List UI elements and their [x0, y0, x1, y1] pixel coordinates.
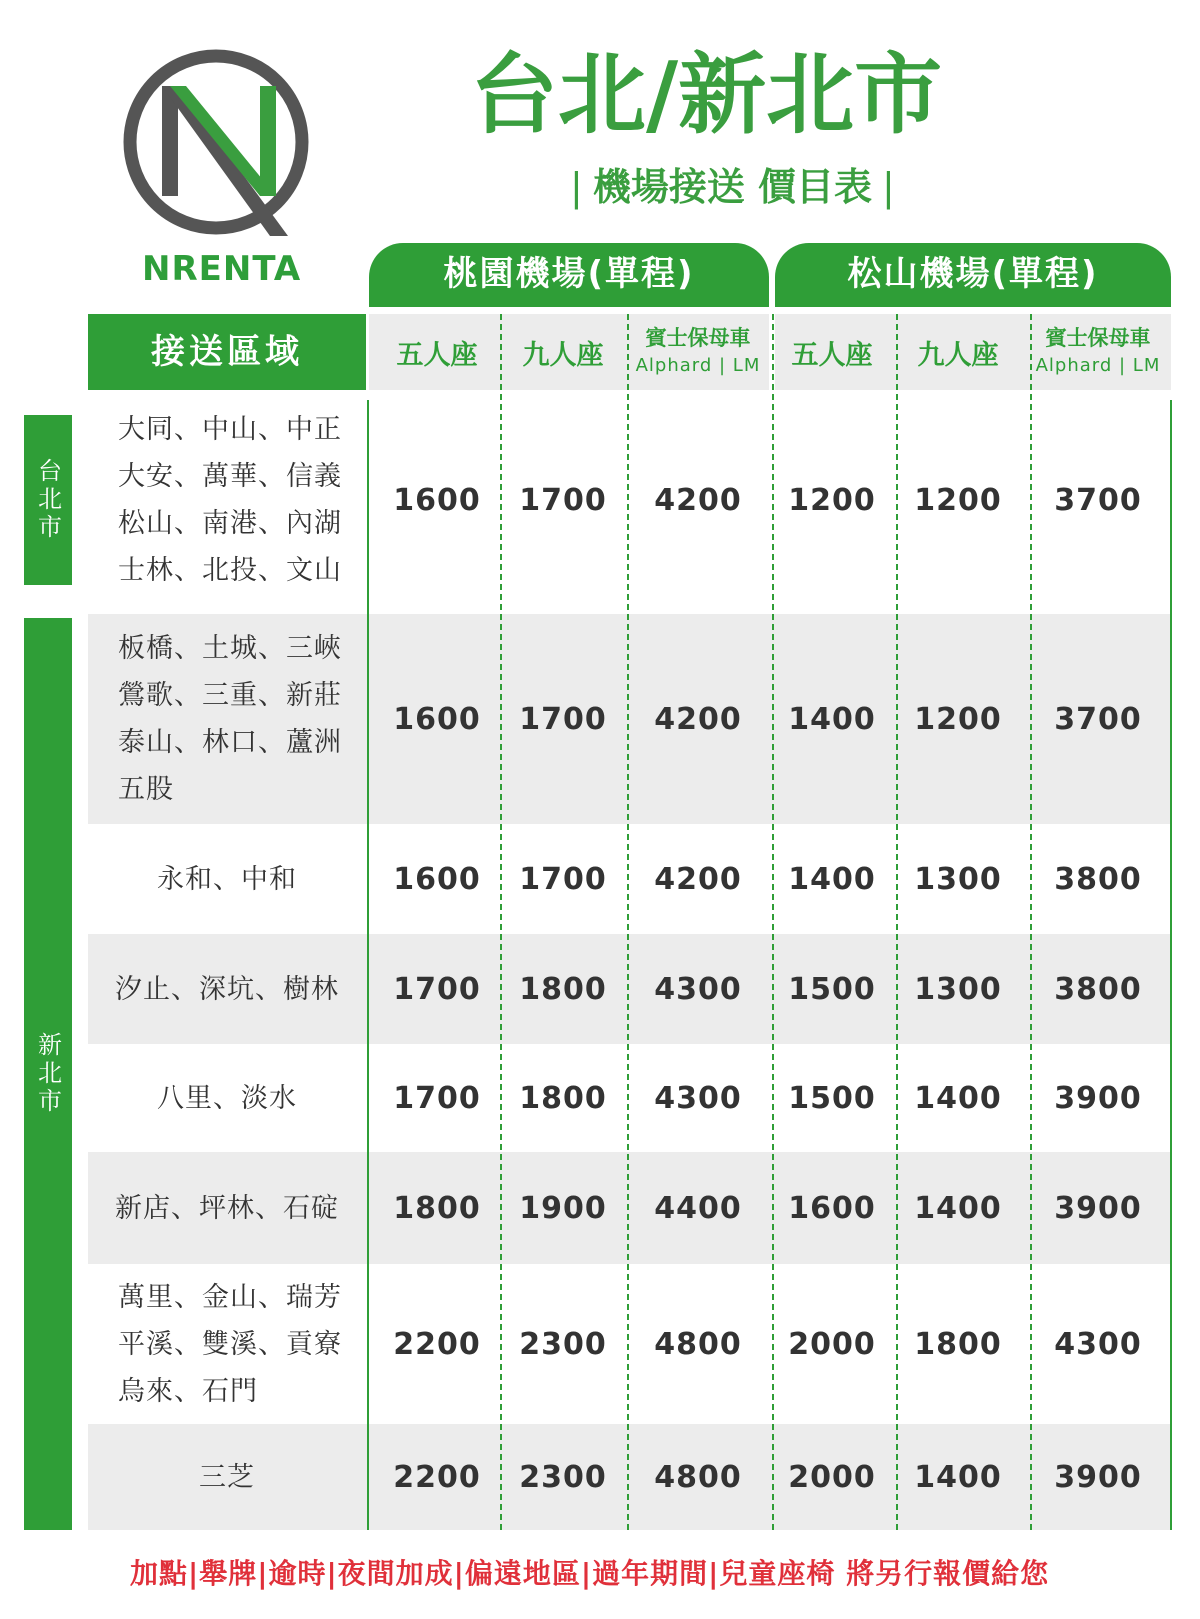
price-cell: 4800: [654, 1459, 742, 1495]
price-cell: 2000: [788, 1459, 876, 1495]
area-cell: [88, 934, 366, 1044]
price-cell: 4400: [654, 1190, 742, 1226]
price-cell: 1200: [788, 482, 876, 518]
price-cell: 1400: [914, 1080, 1002, 1116]
page-title: 台北/新北市: [470, 43, 943, 146]
column-divider: [1030, 314, 1032, 1530]
price-cell: 1200: [914, 701, 1002, 737]
price-cell: 1900: [519, 1190, 607, 1226]
price-cell: 1400: [914, 1459, 1002, 1495]
price-cell: 1700: [393, 971, 481, 1007]
seat-header-five-seat: 五人座: [396, 339, 478, 371]
price-cell: 1200: [914, 482, 1002, 518]
price-cell: 1400: [788, 861, 876, 897]
price-cell: 1800: [914, 1326, 1002, 1362]
price-cell: 3900: [1054, 1190, 1142, 1226]
subtitle-text: 機場接送 價目表: [592, 165, 873, 209]
price-cell: 3900: [1054, 1459, 1142, 1495]
area-cell: [88, 1152, 366, 1264]
area-cell: [88, 1424, 366, 1530]
area-cell: [88, 1044, 366, 1152]
price-cell: 1300: [914, 861, 1002, 897]
price-cell: 1600: [788, 1190, 876, 1226]
price-cell: 4800: [654, 1326, 742, 1362]
price-cell: 1500: [788, 971, 876, 1007]
area-names: 三芝: [199, 1461, 255, 1493]
seat-header-lux-models: Alphard | LM: [635, 355, 761, 376]
price-cell: 4200: [654, 861, 742, 897]
price-cell: 1300: [914, 971, 1002, 1007]
brand-logo-icon: [118, 46, 318, 246]
price-cell: 1600: [393, 482, 481, 518]
area-names: 板橋、土城、三峽 鶯歌、三重、新莊 泰山、林口、蘆洲 五股: [118, 633, 342, 805]
column-divider: [500, 314, 502, 1530]
airport-header-taoyuan: 桃園機場(單程): [369, 243, 769, 307]
seat-header-lux-label: 賓士保母車: [1045, 326, 1151, 350]
area-names: 八里、淡水: [157, 1082, 297, 1114]
price-cell: 1700: [519, 701, 607, 737]
seat-header-nine-seat: 九人座: [522, 339, 604, 371]
price-cell: 4300: [654, 1080, 742, 1116]
area-names: 汐止、深坑、樹林: [115, 973, 339, 1005]
footer-note: 加點|舉牌|逾時|夜間加成|偏遠地區|過年期間|兒童座椅 將另行報價給您: [130, 1557, 1050, 1590]
price-cell: 3800: [1054, 861, 1142, 897]
price-cell: 1400: [788, 701, 876, 737]
airport-header-songshan: 松山機場(單程): [775, 243, 1171, 307]
price-cell: 1800: [519, 1080, 607, 1116]
price-cell: 4200: [654, 701, 742, 737]
city-label-new-taipei: 新北市: [24, 618, 72, 1530]
area-cell: [88, 824, 366, 934]
price-cell: 2300: [519, 1459, 607, 1495]
price-cell: 4300: [1054, 1326, 1142, 1362]
price-cell: 1800: [393, 1190, 481, 1226]
price-cell: 1500: [788, 1080, 876, 1116]
column-divider: [896, 314, 898, 1530]
area-cell: [88, 400, 366, 600]
area-names: 萬里、金山、瑞芳 平溪、雙溪、貢寮 烏來、石門: [118, 1281, 342, 1407]
price-cell: 1600: [393, 861, 481, 897]
price-cell: 4200: [654, 482, 742, 518]
brand-logo-text: NRENTA: [142, 249, 302, 289]
area-names: 新店、坪林、石碇: [115, 1192, 339, 1224]
price-cell: 3900: [1054, 1080, 1142, 1116]
price-cell: 1800: [519, 971, 607, 1007]
price-cell: 4300: [654, 971, 742, 1007]
seat-header-five-seat: 五人座: [791, 339, 873, 371]
price-cell: 2000: [788, 1326, 876, 1362]
column-divider: [772, 314, 774, 1530]
seat-header-lux: [1028, 314, 1168, 390]
price-cell: 3700: [1054, 701, 1142, 737]
column-divider: [627, 314, 629, 1530]
page-subtitle: | 機場接送 價目表 |: [570, 165, 895, 209]
price-cell: 1700: [393, 1080, 481, 1116]
price-cell: 2300: [519, 1326, 607, 1362]
price-cell: 1600: [393, 701, 481, 737]
seat-header-lux: [628, 314, 768, 390]
price-cell: 2200: [393, 1459, 481, 1495]
table-border-line: [367, 400, 369, 1530]
area-cell: [88, 614, 366, 824]
city-label-taipei: 台北市: [24, 415, 72, 585]
area-names: 大同、中山、中正 大安、萬華、信義 松山、南港、內湖 士林、北投、文山: [118, 414, 342, 586]
seat-header-lux-models: Alphard | LM: [1035, 355, 1161, 376]
seat-header-lux-label: 賓士保母車: [645, 326, 751, 350]
price-cell: 3800: [1054, 971, 1142, 1007]
area-cell: [88, 1264, 366, 1424]
price-cell: 1700: [519, 482, 607, 518]
price-cell: 1400: [914, 1190, 1002, 1226]
region-column-header: 接送區域: [88, 314, 366, 390]
price-cell: 1700: [519, 861, 607, 897]
price-cell: 3700: [1054, 482, 1142, 518]
table-border-line: [1170, 400, 1172, 1530]
area-names: 永和、中和: [157, 863, 297, 895]
price-cell: 2200: [393, 1326, 481, 1362]
seat-header-nine-seat: 九人座: [917, 339, 999, 371]
